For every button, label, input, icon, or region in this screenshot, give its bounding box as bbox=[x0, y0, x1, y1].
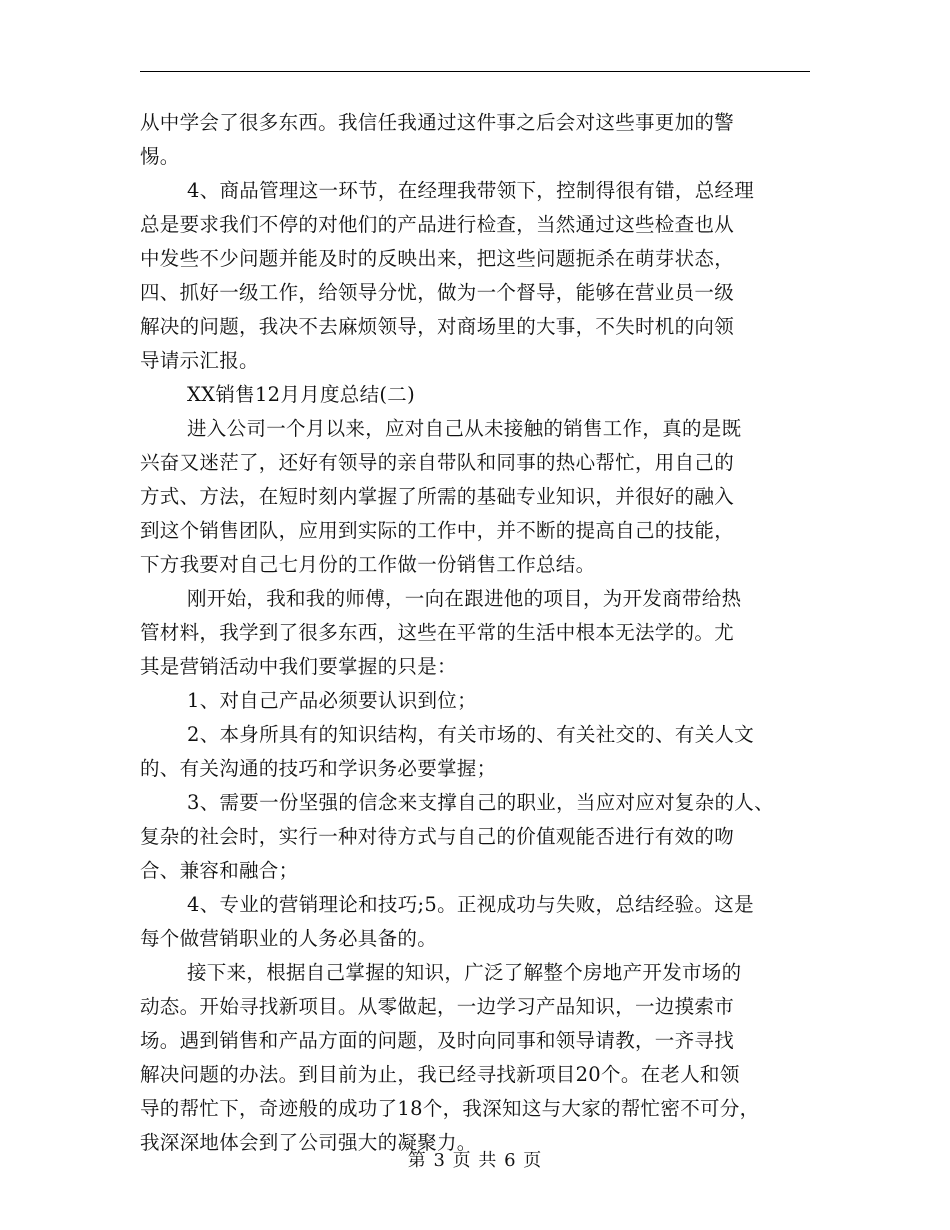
text-line: 我深深地体会到了公司强大的凝聚力。 bbox=[140, 1131, 477, 1154]
text-line: 解决问题的办法。到目前为止，我已经寻找新项目20个。在老人和领 bbox=[140, 1063, 740, 1086]
text-line: 接下来，根据自己掌握的知识，广泛了解整个房地产开发市场的 bbox=[187, 961, 742, 984]
text-line: 四、抓好一级工作，给领导分忧，做为一个督导，能够在营业员一级 bbox=[140, 281, 735, 304]
text-line: 方式、方法，在短时刻内掌握了所需的基础专业知识，并很好的融入 bbox=[140, 485, 735, 508]
text-line: 下方我要对自己七月份的工作做一份销售工作总结。 bbox=[140, 553, 596, 576]
header-rule bbox=[140, 71, 810, 72]
text-line: 到这个销售团队，应用到实际的工作中，并不断的提高自己的技能， bbox=[140, 519, 735, 542]
text-line: 复杂的社会时，实行一种对待方式与自己的价值观能否进行有效的吻 bbox=[140, 825, 735, 848]
text-line: 中发些不少问题并能及时的反映出来，把这些问题扼杀在萌芽状态， bbox=[140, 247, 735, 270]
page-footer: 第 3 页 共 6 页 bbox=[407, 1150, 543, 1171]
text-line: 导的帮忙下，奇迹般的成功了18个，我深知这与大家的帮忙密不可分， bbox=[140, 1097, 760, 1120]
text-line: 4、商品管理这一环节，在经理我带领下，控制得很有错，总经理 bbox=[187, 179, 755, 202]
text-line: XX销售12月月度总结(二) bbox=[187, 383, 415, 406]
text-line: 惕。 bbox=[140, 145, 180, 168]
text-line: 其是营销活动中我们要掌握的只是： bbox=[140, 655, 457, 678]
text-line: 4、专业的营销理论和技巧;5。正视成功与失败，总结经验。这是 bbox=[187, 893, 754, 916]
text-line: 导请示汇报。 bbox=[140, 349, 259, 372]
text-line: 3、需要一份坚强的信念来支撑自己的职业，当应对应对复杂的人、 bbox=[187, 791, 774, 814]
text-line: 2、本身所具有的知识结构，有关市场的、有关社交的、有关人文 bbox=[187, 723, 755, 746]
text-line: 兴奋又迷茫了，还好有领导的亲自带队和同事的热心帮忙，用自己的 bbox=[140, 451, 735, 474]
text-line: 动态。开始寻找新项目。从零做起，一边学习产品知识，一边摸索市 bbox=[140, 995, 735, 1018]
text-line: 刚开始，我和我的师傅，一向在跟进他的项目，为开发商带给热 bbox=[187, 587, 742, 610]
document-body bbox=[140, 106, 820, 1160]
text-line: 的、有关沟通的技巧和学识务必要掌握； bbox=[140, 757, 497, 780]
text-line: 从中学会了很多东西。我信任我通过这件事之后会对这些事更加的警 bbox=[140, 111, 735, 134]
text-line: 每个做营销职业的人务必具备的。 bbox=[140, 927, 438, 950]
text-line: 管材料，我学到了很多东西，这些在平常的生活中根本无法学的。尤 bbox=[140, 621, 735, 644]
text-line: 总是要求我们不停的对他们的产品进行检查，当然通过这些检查也从 bbox=[140, 213, 735, 236]
text-line: 场。遇到销售和产品方面的问题，及时向同事和领导请教，一齐寻找 bbox=[140, 1029, 735, 1052]
text-line: 进入公司一个月以来，应对自己从未接触的销售工作，真的是既 bbox=[187, 417, 742, 440]
text-line: 1、对自己产品必须要认识到位； bbox=[187, 689, 477, 712]
text-line: 解决的问题，我决不去麻烦领导，对商场里的大事，不失时机的向领 bbox=[140, 315, 735, 338]
text-line: 合、兼容和融合； bbox=[140, 859, 299, 882]
